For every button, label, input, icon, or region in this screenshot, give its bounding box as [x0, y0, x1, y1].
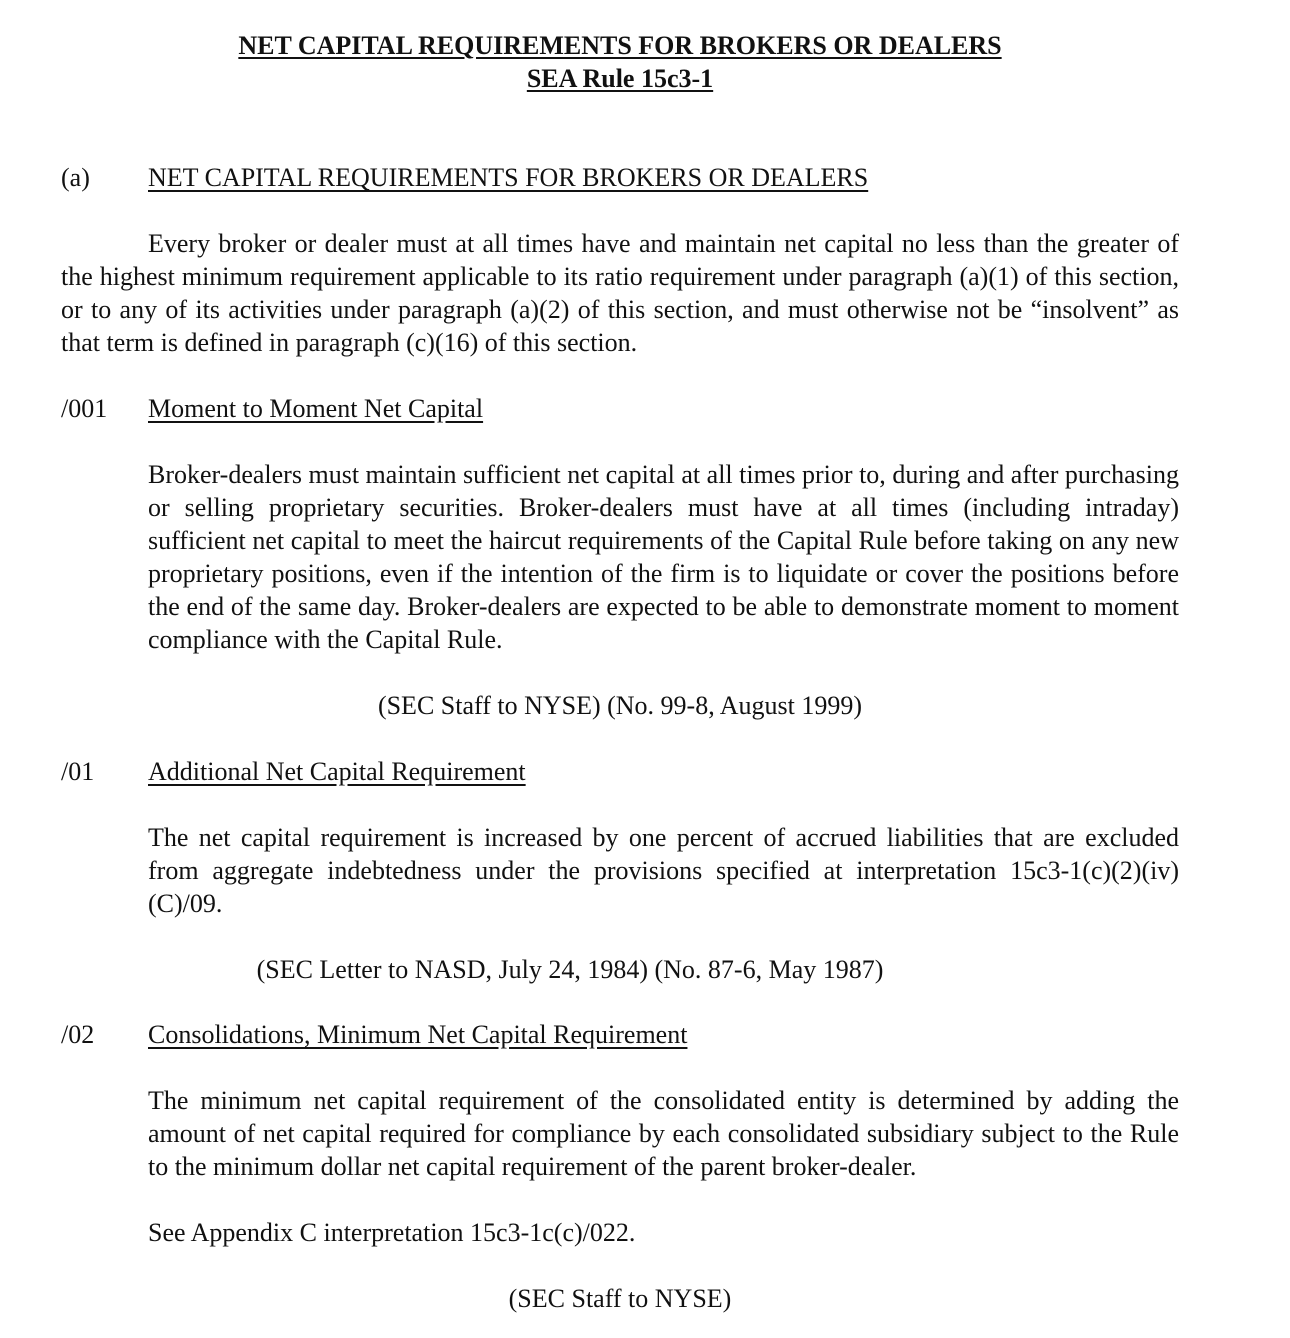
section-paragraph-001: Broker-dealers must maintain sufficient net capital at all times prior to, during and after purchasing or selling proprietary securities. Broker-dealers must have at all times (including intraday) sufficient net capital to meet the haircut requirements of the Capital Rule before taking on any new proprietary positions, even if the intention of the firm is to liquidate or cover the positions before the end of the same day. Broker-dealers are expected to be able to demonstrate moment to moment compliance with the Capital Rule.: [148, 460, 1179, 654]
section-heading-a: NET CAPITAL REQUIREMENTS FOR BROKERS OR DEALERS: [148, 163, 869, 192]
document-title: NET CAPITAL REQUIREMENTS FOR BROKERS OR DEALERS: [238, 31, 1002, 60]
citation-02: (SEC Staff to NYSE): [508, 1284, 732, 1313]
section-number-001: /001: [61, 394, 108, 423]
section-heading-02: Consolidations, Minimum Net Capital Requirement: [148, 1020, 688, 1049]
section-number-02: /02: [61, 1020, 95, 1049]
section-heading-001: Moment to Moment Net Capital: [148, 394, 484, 423]
section-heading-01: Additional Net Capital Requirement: [148, 757, 526, 786]
citation-01: (SEC Letter to NASD, July 24, 1984) (No. 87-6, May 1987): [256, 955, 884, 984]
section-paragraph-01: The net capital requirement is increased by one percent of accrued liabilities that are excluded from aggregate indebtedness under the provisions specified at interpretation 15c3-1(c)(2)(iv)(C)/09.: [148, 823, 1179, 918]
section-paragraph-02: The minimum net capital requirement of the consolidated entity is determined by adding the amount of net capital required for compliance by each consolidated subsidiary subject to the Rule to the minimum dollar net capital requirement of the parent broker-dealer.: [148, 1086, 1179, 1181]
see-also-note: See Appendix C interpretation 15c3-1c(c)/022.: [148, 1218, 636, 1247]
section-number-a: (a): [61, 163, 90, 192]
section-number-01: /01: [61, 757, 95, 786]
citation-001: (SEC Staff to NYSE) (No. 99-8, August 1999): [377, 691, 863, 720]
document-subtitle: SEA Rule 15c3-1: [526, 64, 714, 93]
section-paragraph-a: Every broker or dealer must at all times have and maintain net capital no less than the greater of the highest minimum requirement applicable to its ratio requirement under paragraph (a)(1) of this section, or to any of its activities under paragraph (a)(2) of this section, and must otherwise not be “insolvent” as that term is defined in paragraph (c)(16) of this section.: [61, 229, 1179, 357]
